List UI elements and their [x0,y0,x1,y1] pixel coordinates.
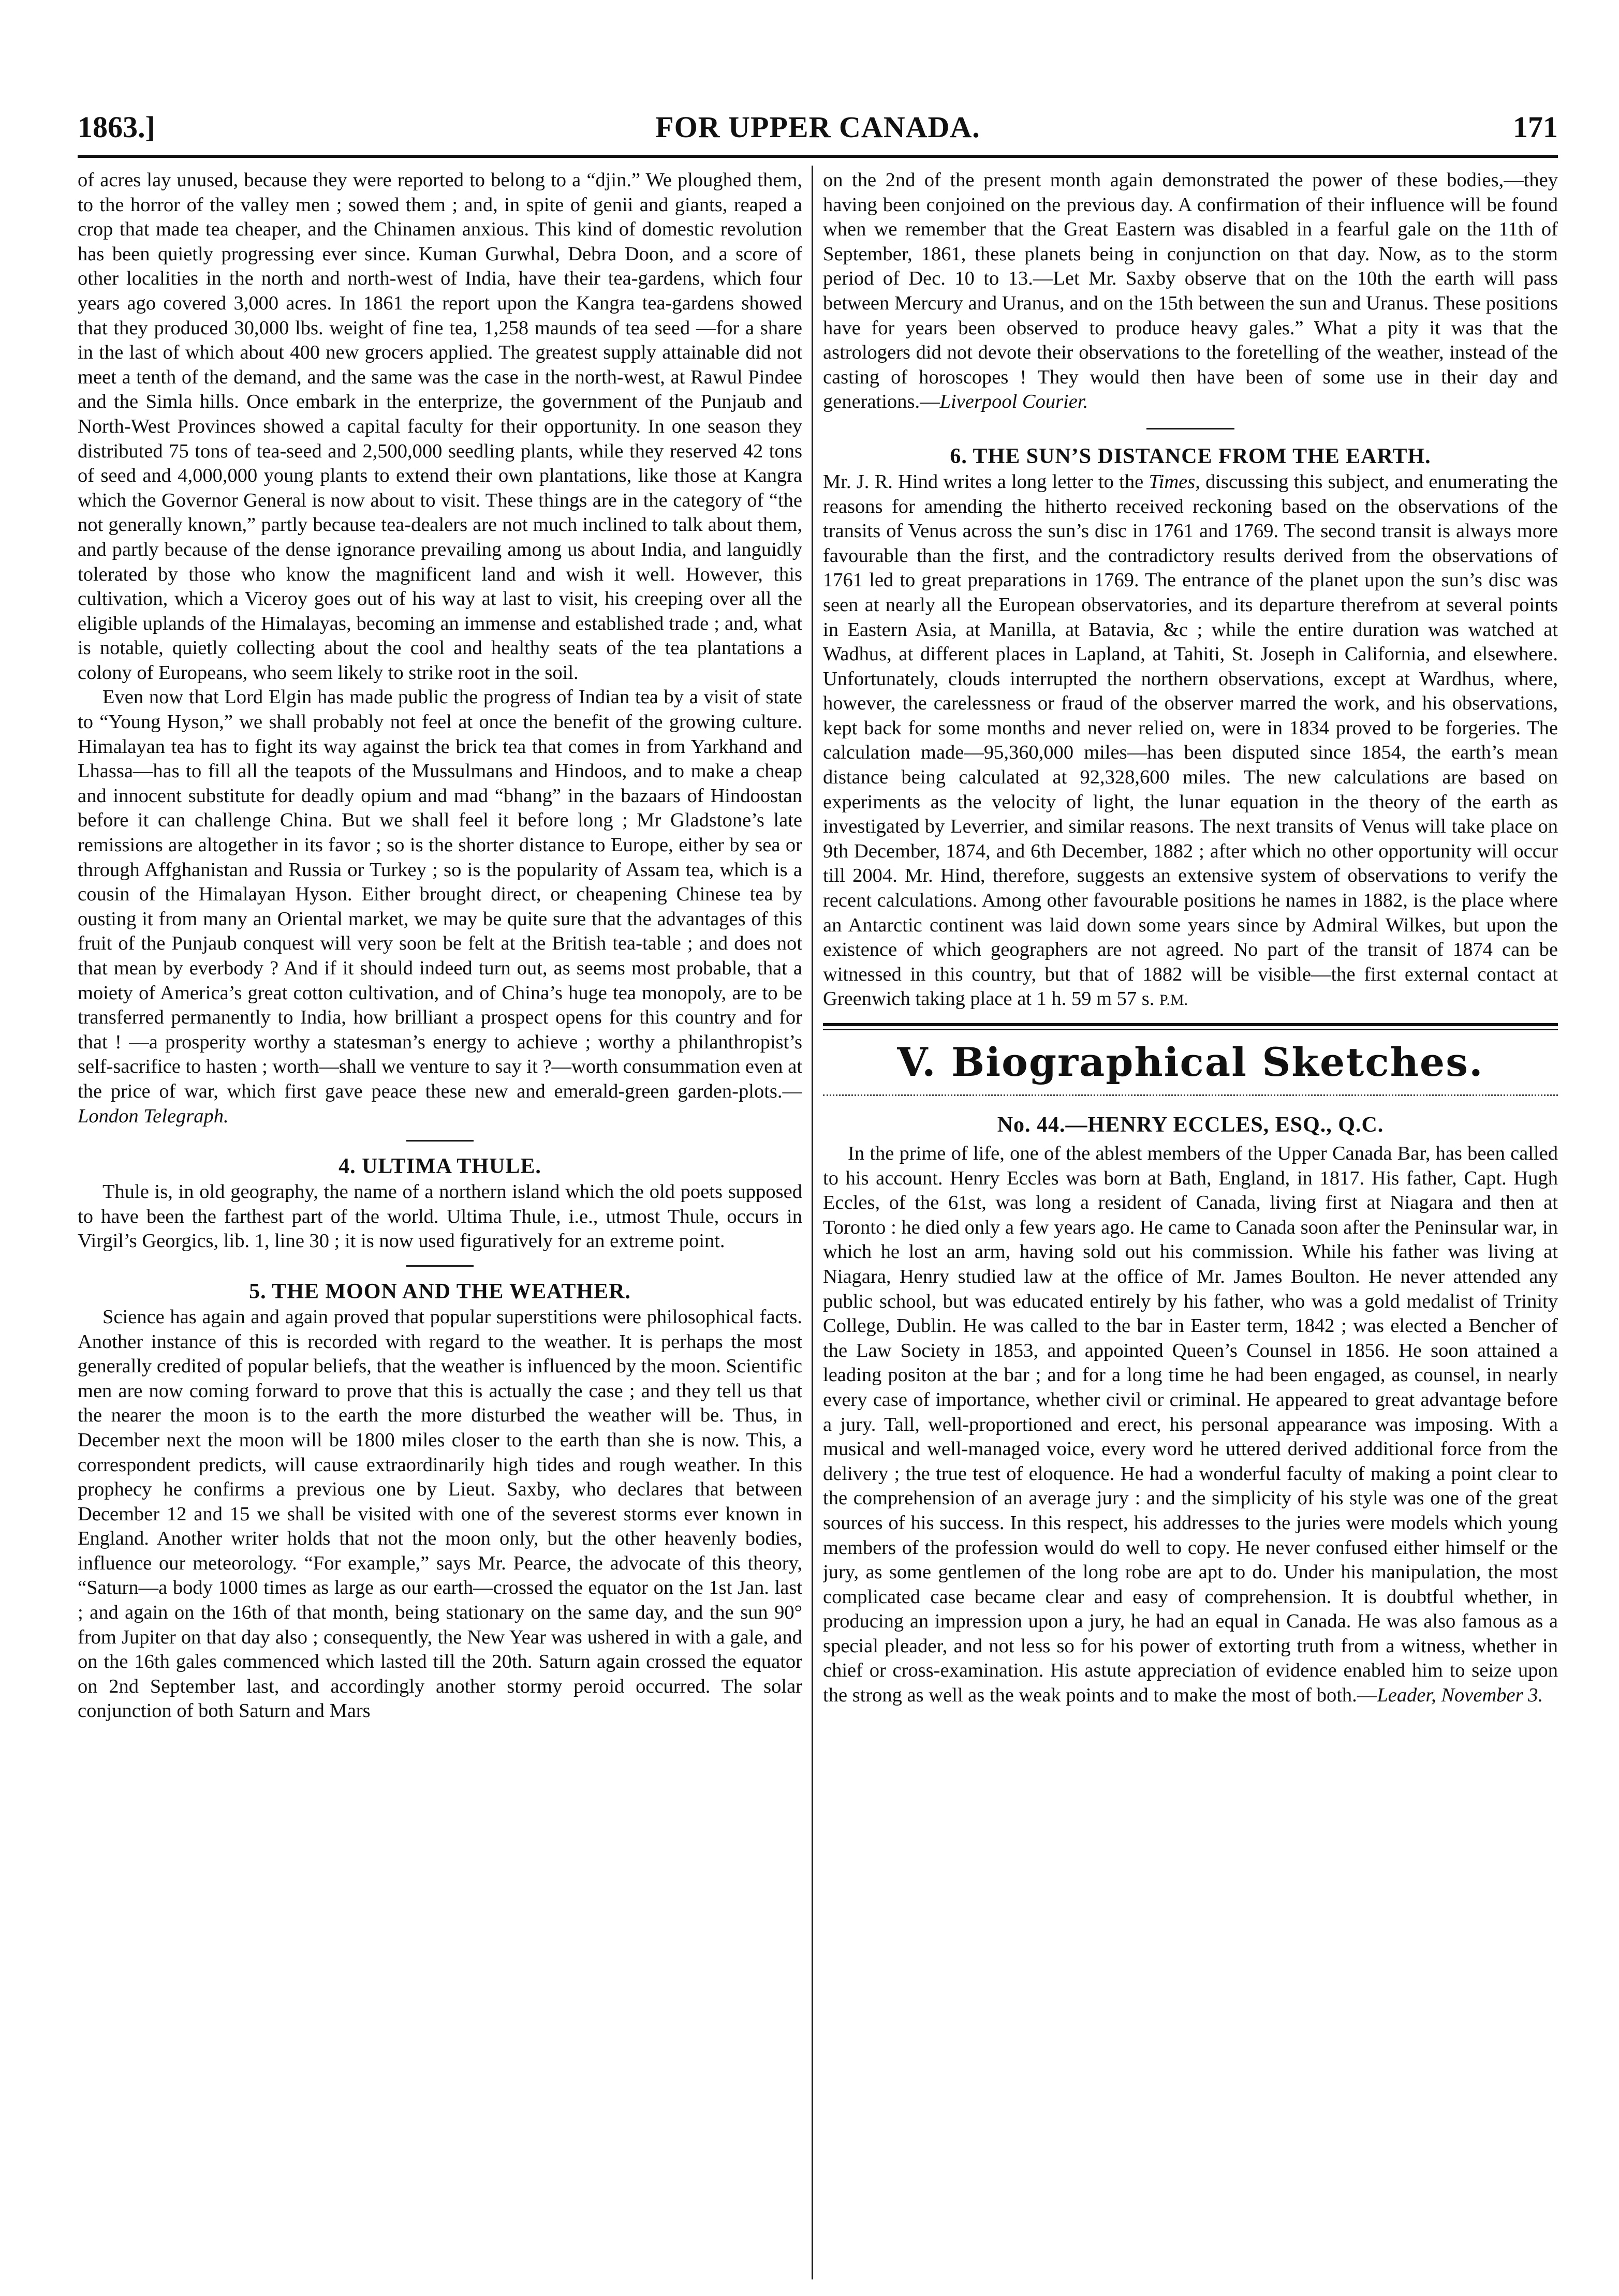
header-year: 1863.] [78,110,155,144]
right-column [823,168,1558,2279]
moon-article-continued [823,168,1558,414]
section-4-title: 4. ULTIMA THULE. [338,1154,541,1179]
section-4-body: Thule is, in old geography, the name of a northern island which the old poets supposed to have been the farthest part of the world. Ultima Thule, i.e., utmost Thule, occurs in Virgil’s Georgics, lib. 1, line 30 ; it is now used figuratively for an extreme point. [78,1181,802,1252]
header-rule [78,155,1558,158]
tea-article-paragraph-2 [78,685,802,1129]
moon-article-continued-text: on the 2nd of the present month again demonstrated the power of these bodies,—they having been conjoined on the previous day. A confirmation of their influence will be found when we remember that the Great Eastern was disabled in a fearful gale on the 11th of September, 1861, these planets being in conjunction on that day. Now, as to the storm period of Dec. 10 to 13.—Let Mr. Saxby observe that on the 10th the earth will pass between Mercury and Uranus, and on the 15th between the sun and Uranus. These positions have for years been observed to produce heavy gales.” What a pity it was that the astrologers did not devote their observations to the foretelling of the weather, instead of the casting of horoscopes ! They would then have been of some use in their day and generations.— [823,169,1558,413]
part-rule-thin [823,1029,1558,1030]
section-5-title: 5. THE MOON AND THE WEATHER. [249,1279,631,1303]
section-divider [406,1265,474,1267]
section-divider [1146,428,1234,429]
running-head [78,110,1558,146]
tea-article-source: London Telegraph. [78,1105,229,1127]
part-v-title: V. Biographical Sketches. [897,1039,1484,1085]
left-column [78,168,802,2279]
section-6-body [823,470,1558,1013]
times-newspaper-name: Times [1149,470,1196,493]
moon-article-source: Liverpool Courier. [939,391,1088,413]
section-divider [406,1140,474,1142]
section-6-pm: P.M. [1159,991,1188,1009]
biography-body [823,1142,1558,1708]
section-6-title: 6. THE SUN’S DISTANCE FROM THE EARTH. [950,444,1431,468]
column-divider [812,166,813,2279]
biography-text: In the prime of life, one of the ablest members of the Upper Canada Bar, has been called to his account. Henry Eccles was born at Bath, England, in 1817. His father, Capt. Hugh Eccles, of the 61st, was long a resident of Canada, living first at Niagara and then at Toronto : he died only a few years ago. He came to Canada soon after the Peninsular war, in which he lost an arm, having sold out his commission. While his father was living at Niagara, Henry studied law at the office of Mr. James Boulton. He never attended any public school, but was educated entirely by his father, who was a gold medalist of Trinity College, Dublin. He was called to the bar in Easter term, 1842 ; was elected a Bencher of the Law Society in 1853, and appointed Queen’s Counsel in 1856. He soon attained a leading positon at the bar ; and for a long time he had been engaged, as counsel, in nearly every case of importance, whether civil or criminal. He appeared to great advantage before a jury. Tall, well-proportioned and erect, his personal appearance was imposing. With a musical and well-managed voice, every word he uttered derived additional force from the delivery ; the true test of eloquence. He had a wonderful faculty of making a point clear to the comprehension of an average jury : and the simplicity of his style was one of the great sources of his success. In this respect, his addresses to the juries were models which young members of the profession would do well to copy. He never confused either himself or the jury, as some gentlemen of the long robe are apt to do. Under his manipulation, the most complicated case became clear and easy of comprehension. It is doubtful whether, in producing an impression upon a jury, he had an equal in Canada. He was also famous as a special pleader, and not less so for his power of extorting truth from a witness, whether in chief or cross-examination. His astute appreciation of evidence enabled him to seize upon the strong as well as the weak points and to make the most of both.— [823,1143,1558,1707]
biography-source: Leader, November 3. [1377,1684,1543,1707]
part-rule-thick [823,1023,1558,1026]
tea-article-paragraph-2-text: Even now that Lord Elgin has made public the progress of Indian tea by a visit of state to “Young Hyson,” we shall probably not feel at once the benefit of the growing culture. Himalayan tea has to fight its way against the brick tea that comes in from Yarkhand and Lhassa—has to fill all the teapots of the Mussulmans and Hindoos, and to make a cheap and innocent substitute for deadly opium and mad “bhang” in the bazaars of Hindoostan before it can challenge China. But we shall feel it before long ; Mr Gladstone’s late remissions are altogether in its favor ; so is the shorter distance to Europe, either by sea or through Affghanistan and Russia or Turkey ; so is the popularity of Assam tea, which is a cousin of the Himalayan Hyson. Either brought direct, or cheapening Chinese tea by ousting it from many an Oriental market, we may be quite sure that the advantages of this fruit of the Punjaub conquest will very soon be felt at the British tea-table ; and does not that mean by everbody ? And if it should indeed turn out, as seems most probable, that a moiety of America’s great cotton cultivation, and of China’s huge tea monopoly, are to be transferred permanently to India, how brilliant a prospect opens for this country and for that ! —a prosperity worthy a statesman’s energy to achieve ; worthy a philanthropist’s self-sacrifice to hasten ; worth—shall we venture to say it ?—worth consummation even at the price of war, which first gave peace these new and emerald-green garden-plots.— [78,686,802,1102]
section-6-text: , discussing this subject, and enumerating the reasons for amending the hitherto received reckoning based on the observations of the transits of Venus across the sun’s disc in 1761 and 1769. The second transit is always more favourable than the first, and the contradictory results derived from the observations of 1761 led to great preparations in 1769. The entrance of the planet upon the sun’s disc was seen at nearly all the European observatories, and its departure therefrom at several points in Eastern Asia, at Manilla, at Batavia, &c ; while the entire duration was watched at Wadhus, at different places in Lapland, at Tahiti, St. Joseph in California, and elsewhere. Unfortunately, clouds interrupted the northern observations, except at Wardhus, where, however, the carelessness or fraud of the observer marred the work, and his observations, kept back for some months and never relied on, were in 1834 proved to be forgeries. The calculation made—95,360,000 miles—has been disputed since 1854, the earth’s mean distance being calculated at 92,328,600 miles. The new calculations are based on experiments as the velocity of light, the lunar equation in the theory of the earth as investigated by Leverrier, and similar reasons. The next transits of Venus will take place on 9th December, 1874, and 6th December, 1882 ; after which no other opportunity will occur till 2004. Mr. Hind, therefore, suggests an extensive system of observations to verify the recent calculations. Among other favourable positions he names in 1882, is the place where an Antarctic continent was laid down some years since by Admiral Wilkes, but upon the existence of which geographers are not agreed. No part of the transit of 1874 can be witnessed in this country, but that of 1882 will be visible—the first external contact at Greenwich taking place at 1 h. 59 m 57 s. [823,470,1558,1010]
tea-article-paragraph-1: of acres lay unused, because they were reported to belong to a “djin.” We ploughed them, to the horror of the valley men ; sowed them ; and, in spite of genii and giants, reaped a crop that made tea cheaper, and the Chinamen anxious. This kind of domestic revolution has been quietly progressing ever since. Kuman Gurwhal, Debra Doon, and a score of other localities in the north and north-west of India, have their tea-gardens, which four years ago covered 3,000 acres. In 1861 the report upon the Kangra tea-gardens showed that they produced 30,000 lbs. weight of fine tea, 1,258 maunds of tea seed —for a share in the last of which about 400 new grocers applied. The greatest supply attainable did not meet a tenth of the demand, and the same was the case in the north-west, at Rawul Pindee and the Simla hills. Once embark in the enterprize, the government of the Punjaub and North-West Provinces showed a capital faculty for their opportunity. In one season they distributed 75 tons of tea-seed and 2,500,000 seedling plants, while they reserved 42 tons of seed and 4,000,000 young plants to extend their own plantations, like those at Kangra which the Governor General is now about to visit. These things are in the category of “the not generally known,” partly because tea-dealers are not much inclined to talk about them, and partly because of the dense ignorance prevailing among us about India, and languidly tolerated by those who know the magnificent land and wish it well. However, this cultivation, which a Viceroy goes out of his way at last to visit, his creeping over all the eligible uplands of the Himalayas, becoming an immense and established trade ; and, what is notable, quietly collecting about the cool and healthy seats of the tea plantations a colony of Europeans, who seem likely to strike root in the soil. [78,169,802,684]
header-title: FOR UPPER CANADA. [655,110,980,144]
section-5-body: Science has again and again proved that popular superstitions were philosophical facts. Another instance of this is recorded with regard to the weather. It is perhaps the most generally credited of popular beliefs, that the weather is influenced by the moon. Scientific men are now coming forward to prove that this is actually the case ; and they tell us that the nearer the moon is to the earth the more disturbed the weather will be. Thus, in December next the moon will be 1800 miles closer to the earth than she is now. This, a correspondent predicts, will cause extraordinarily high tides and rough weather. In this prophecy he confirms a previous one by Lieut. Saxby, who declares that between December 12 and 15 we shall be visited with one of the severest storms ever known in England. Another writer holds that not the moon only, but the other heavenly bodies, influence our meteorology. “For example,” says Mr. Pearce, the advocate of this theory, “Saturn—a body 1000 times as large as our earth—crossed the equator on the 1st Jan. last ; and again on the 16th of that month, being stationary on the same day, and the sun 90° from Jupiter on that day also ; consequently, the New Year was ushered in with a gale, and on the 16th gales commenced which lasted till the 20th. Saturn again crossed the equator on 2nd September last, and accordingly another stormy peroid occurred. The solar conjunction of both Saturn and Mars [78,1306,802,1722]
part-ornament-rule [823,1094,1558,1096]
header-page-number: 171 [1513,110,1558,144]
section-6-lead: Mr. J. R. Hind writes a long letter to the [823,470,1149,493]
biography-title: No. 44.—HENRY ECCLES, ESQ., Q.C. [997,1113,1384,1137]
